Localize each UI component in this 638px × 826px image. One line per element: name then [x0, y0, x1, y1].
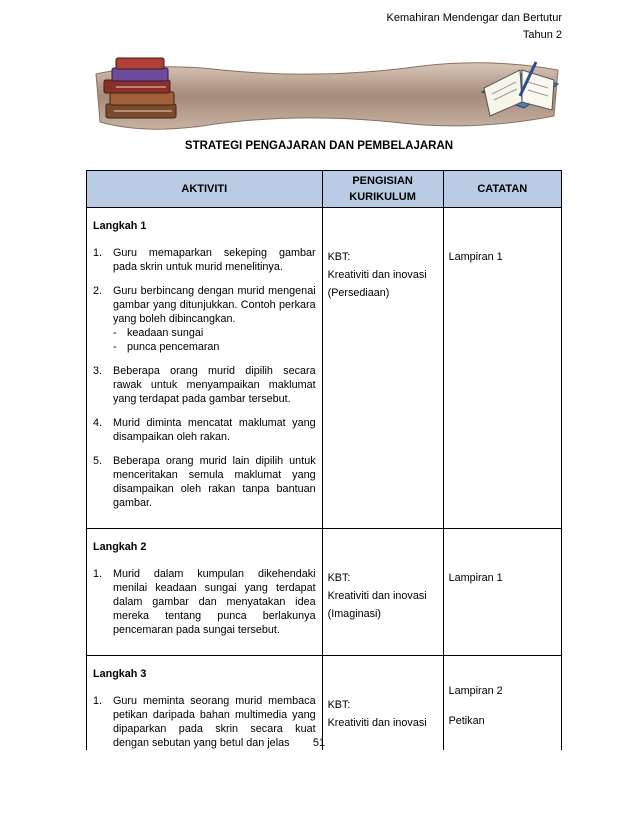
header-year: Tahun 2 [522, 29, 562, 41]
header-subject: Kemahiran Mendengar dan Bertutur [386, 12, 562, 24]
kurikulum-cell [322, 208, 443, 529]
item-number: 3. [93, 365, 103, 377]
step-label: Langkah 2 [93, 541, 147, 553]
item-number: 1. [93, 695, 103, 707]
item-number: 1. [93, 247, 103, 259]
column-header-aktiviti: AKTIVITI [87, 171, 323, 208]
table-row [87, 656, 562, 751]
column-header-pengisian [322, 171, 443, 208]
catatan-line: Lampiran 1 [448, 251, 503, 263]
list-item [93, 246, 316, 274]
activity-list [93, 246, 316, 510]
item-text: Guru berbincang dengan murid mengenai gambar yang ditunjukkan. Contoh perkara yang boleh dibincangkan. [113, 285, 316, 325]
kurikulum-line: (Imaginasi) [327, 608, 381, 620]
aktiviti-cell [87, 656, 323, 751]
sub-item: - punca pencemaran [113, 341, 220, 353]
kurikulum-line: KBT: [327, 251, 351, 263]
list-item [93, 416, 316, 444]
catatan-cell [443, 529, 561, 656]
sub-item: - keadaan sungai [113, 327, 204, 339]
item-number: 2. [93, 285, 103, 297]
sub-item-text: punca pencemaran [127, 341, 220, 353]
list-item [93, 364, 316, 406]
item-text: Guru memaparkan sekeping gambar pada skrin untuk murid menelitinya. [113, 247, 316, 273]
item-text: Guru meminta seorang murid membaca petikan daripada bahan multimedia yang dipaparkan pada skrin secara kuat dengan sebutan yang betul dan jelas [113, 695, 316, 749]
sub-item-text: keadaan sungai [127, 327, 204, 339]
page-number: 51 [312, 737, 326, 749]
item-text: Beberapa orang murid lain dipilih untuk menceritakan semula maklumat yang disampaikan oleh rakan tanpa bantuan gambar. [113, 455, 316, 509]
table-header-row [87, 171, 562, 208]
column-header-catatan: CATATAN [443, 171, 561, 208]
catatan-cell [443, 208, 561, 529]
aktiviti-cell [87, 529, 323, 656]
item-text: Murid dalam kumpulan dikehendaki menilai keadaan sungai yang terdapat dalam gambar dan menyatakan idea mereka tentang punca berlakunya pencemaran pada sungai tersebut. [113, 568, 316, 636]
catatan-line: Lampiran 2 [448, 685, 503, 697]
table-row [87, 208, 562, 529]
activity-table [86, 170, 562, 750]
table-row [87, 529, 562, 656]
catatan-line: Lampiran 1 [448, 572, 503, 584]
running-header [387, 10, 563, 44]
activity-list [93, 567, 316, 637]
list-item [93, 454, 316, 510]
kurikulum-cell [322, 656, 443, 751]
list-item [93, 567, 316, 637]
item-number: 4. [93, 417, 103, 429]
column-header-pengisian-line2: KURIKULUM [349, 191, 416, 203]
decorative-banner [92, 52, 562, 144]
catatan-line: Petikan [448, 715, 485, 727]
page-title: STRATEGI PENGAJARAN DAN PEMBELAJARAN [184, 140, 454, 152]
kurikulum-line: (Persediaan) [327, 287, 390, 299]
step-label: Langkah 1 [93, 220, 147, 232]
kurikulum-line: Kreativiti dan inovasi [327, 590, 427, 602]
column-header-pengisian-line1: PENGISIAN [352, 175, 413, 187]
kurikulum-line: KBT: [327, 572, 351, 584]
kurikulum-cell [322, 529, 443, 656]
catatan-cell [443, 656, 561, 751]
item-text: Murid diminta mencatat maklumat yang disampaikan oleh rakan. [113, 417, 316, 443]
step-label: Langkah 3 [93, 668, 147, 680]
kurikulum-line: KBT: [327, 699, 351, 711]
aktiviti-cell [87, 208, 323, 529]
list-item [93, 284, 316, 354]
kurikulum-line: Kreativiti dan inovasi [327, 269, 427, 281]
item-text: Beberapa orang murid dipilih secara rawak untuk menyampaikan maklumat yang terdapat pada gambar tersebut. [113, 365, 316, 405]
item-number: 1. [93, 568, 103, 580]
kurikulum-line: Kreativiti dan inovasi [327, 717, 427, 729]
item-number: 5. [93, 455, 103, 467]
